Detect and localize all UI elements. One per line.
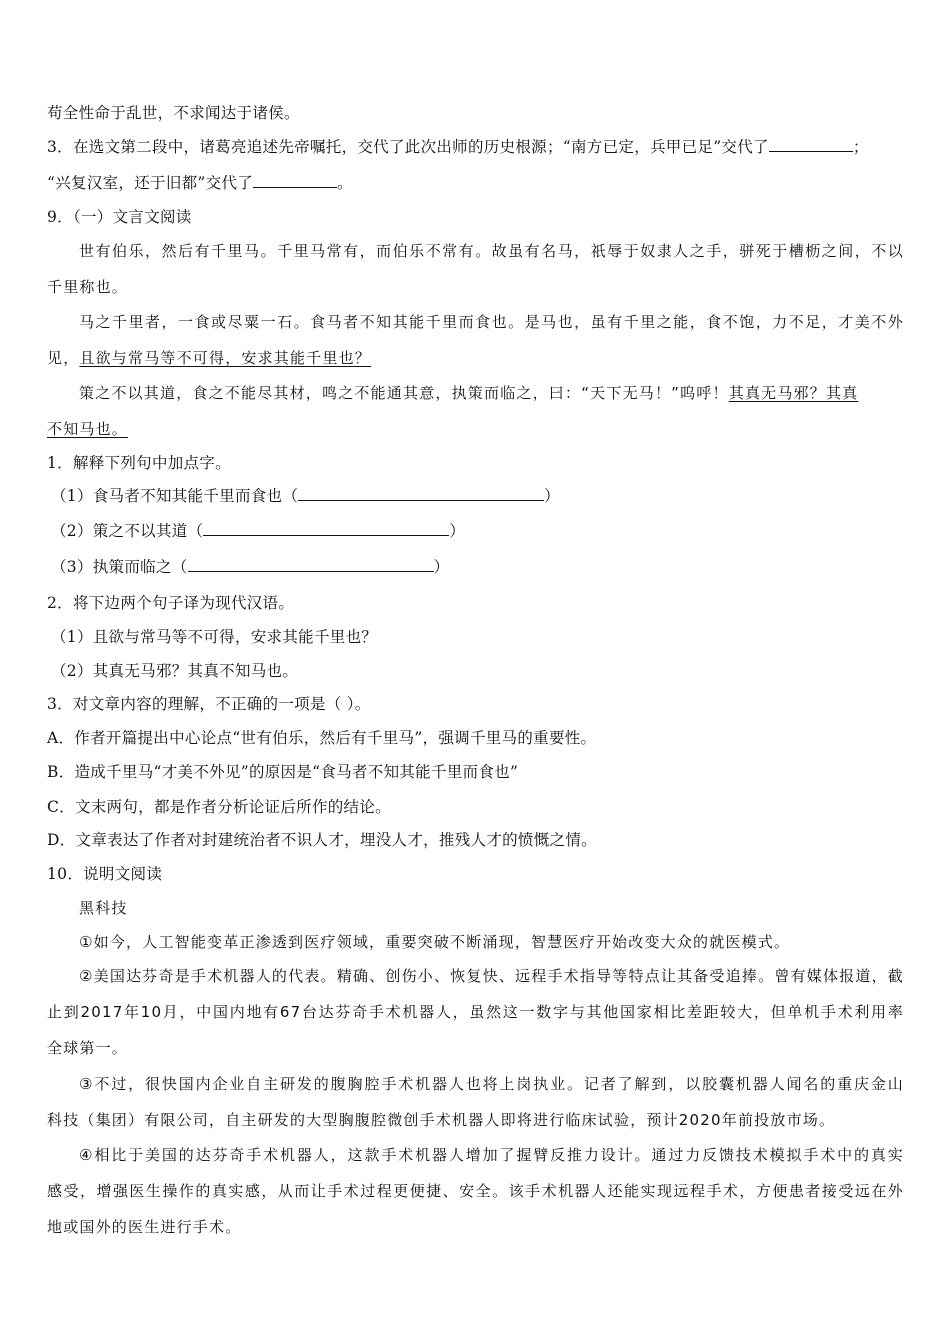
option-d: D．文章表达了作者对封建统治者不识人才，埋没人才，推残人才的愤慨之情。 bbox=[47, 831, 597, 849]
article-title: 黑科技 bbox=[79, 899, 128, 917]
question-8-3: 3．在选文第二段中，诸葛亮追述先帝嘱托，交代了此次出师的历史根源；“南方已定，兵甲已足”交代了 ； bbox=[47, 138, 869, 156]
answer-blank[interactable] bbox=[188, 556, 434, 572]
article-paragraph-2: ②美国达芬奇是手术机器人的代表。精确、创伤小、恢复快、远程手术指导等特点让其备受追捧。曾有媒体报道，截 bbox=[79, 967, 904, 985]
answer-blank[interactable] bbox=[769, 136, 853, 152]
underlined-sentence: 且欲与常马等不可得，安求其能千里也？ bbox=[79, 349, 372, 367]
answer-blank[interactable] bbox=[203, 520, 449, 536]
passage-line: 见，且欲与常马等不可得，安求其能千里也？ bbox=[47, 349, 372, 367]
passage-line: 千里称也。 bbox=[47, 278, 129, 296]
article-paragraph-2: 止到2017年10月，中国内地有67台达芬奇手术机器人，虽然这一数字与其他国家相比差距较大，但单机手术利用率 bbox=[47, 1003, 904, 1021]
option-a: A．作者开篇提出中心论点“世有伯乐，然后有千里马”，强调千里马的重要性。 bbox=[47, 729, 597, 747]
article-paragraph-2: 全球第一。 bbox=[47, 1039, 129, 1057]
article-paragraph-4: 感受，增强医生操作的真实感，从而让手术过程更便捷、安全。该手术机器人还能实现远程手术，方便患者接受远在外 bbox=[47, 1182, 904, 1200]
question-10-heading: 10．说明文阅读 bbox=[47, 865, 163, 883]
text-line: 苟全性命于乱世，不求闻达于诸侯。 bbox=[47, 104, 300, 122]
passage-line: 策之不以其道，食之不能尽其材，鸣之不能通其意，执策而临之，曰：“天下无马！”呜呼！其真无马邪？其真 bbox=[79, 384, 859, 402]
article-paragraph-4: 地或国外的医生进行手术。 bbox=[47, 1218, 242, 1236]
answer-blank[interactable] bbox=[298, 485, 544, 501]
article-paragraph-3: 科技（集团）有限公司，自主研发的大型胸腹腔微创手术机器人即将进行临床试验，预计2020年前投放市场。 bbox=[47, 1111, 836, 1129]
question-3: 3．对文章内容的理解，不正确的一项是（ ）。 bbox=[47, 695, 371, 713]
article-paragraph-3: ③不过，很快国内企业自主研发的腹胸腔手术机器人也将上岗执业。记者了解到，以胶囊机器人闻名的重庆金山 bbox=[79, 1075, 904, 1093]
underlined-sentence: 其真无马邪？其真 bbox=[728, 384, 859, 402]
answer-blank[interactable] bbox=[253, 172, 337, 188]
passage-line: 马之千里者，一食或尽粟一石。食马者不知其能千里而食也。是马也，虽有千里之能，食不饱，力不足，才美不外 bbox=[79, 313, 904, 331]
question-2-1: （1）且欲与常马等不可得，安求其能千里也？ bbox=[51, 628, 378, 646]
question-1-1: （1）食马者不知其能千里而食也（ ） bbox=[51, 487, 560, 505]
question-2: 2．将下边两个句子译为现代汉语。 bbox=[47, 594, 295, 612]
question-1-3: （3）执策而临之（ ） bbox=[51, 558, 450, 576]
question-8-3-cont: “兴复汉室，还于旧都”交代了 。 bbox=[47, 174, 353, 192]
passage-line bbox=[47, 418, 904, 440]
question-1-2: （2）策之不以其道（ ） bbox=[51, 522, 466, 540]
question-2-2: （2）其真无马邪？其真不知马也。 bbox=[51, 662, 299, 680]
article-paragraph-1: ①如今，人工智能变革正渗透到医疗领域，重要突破不断涌现，智慧医疗开始改变大众的就医模式。 bbox=[79, 933, 791, 951]
option-c: C．文末两句，都是作者分析论证后所作的结论。 bbox=[47, 798, 391, 816]
question-1: 1．解释下列句中加点字。 bbox=[47, 454, 231, 472]
option-b: B．造成千里马“才美不外见”的原因是“食马者不知其能千里而食也” bbox=[47, 763, 519, 781]
passage-line: 世有伯乐，然后有千里马。千里马常有，而伯乐不常有。故虽有名马，祇辱于奴隶人之手，骈死于槽枥之间，不以 bbox=[79, 242, 904, 260]
article-paragraph-4: ④相比于美国的达芬奇手术机器人，这款手术机器人增加了握臂反推力设计。通过力反馈技术模拟手术中的真实 bbox=[79, 1146, 904, 1164]
question-9-heading: 9．（一）文言文阅读 bbox=[47, 208, 192, 226]
underlined-sentence: 不知马也。 bbox=[47, 420, 129, 438]
